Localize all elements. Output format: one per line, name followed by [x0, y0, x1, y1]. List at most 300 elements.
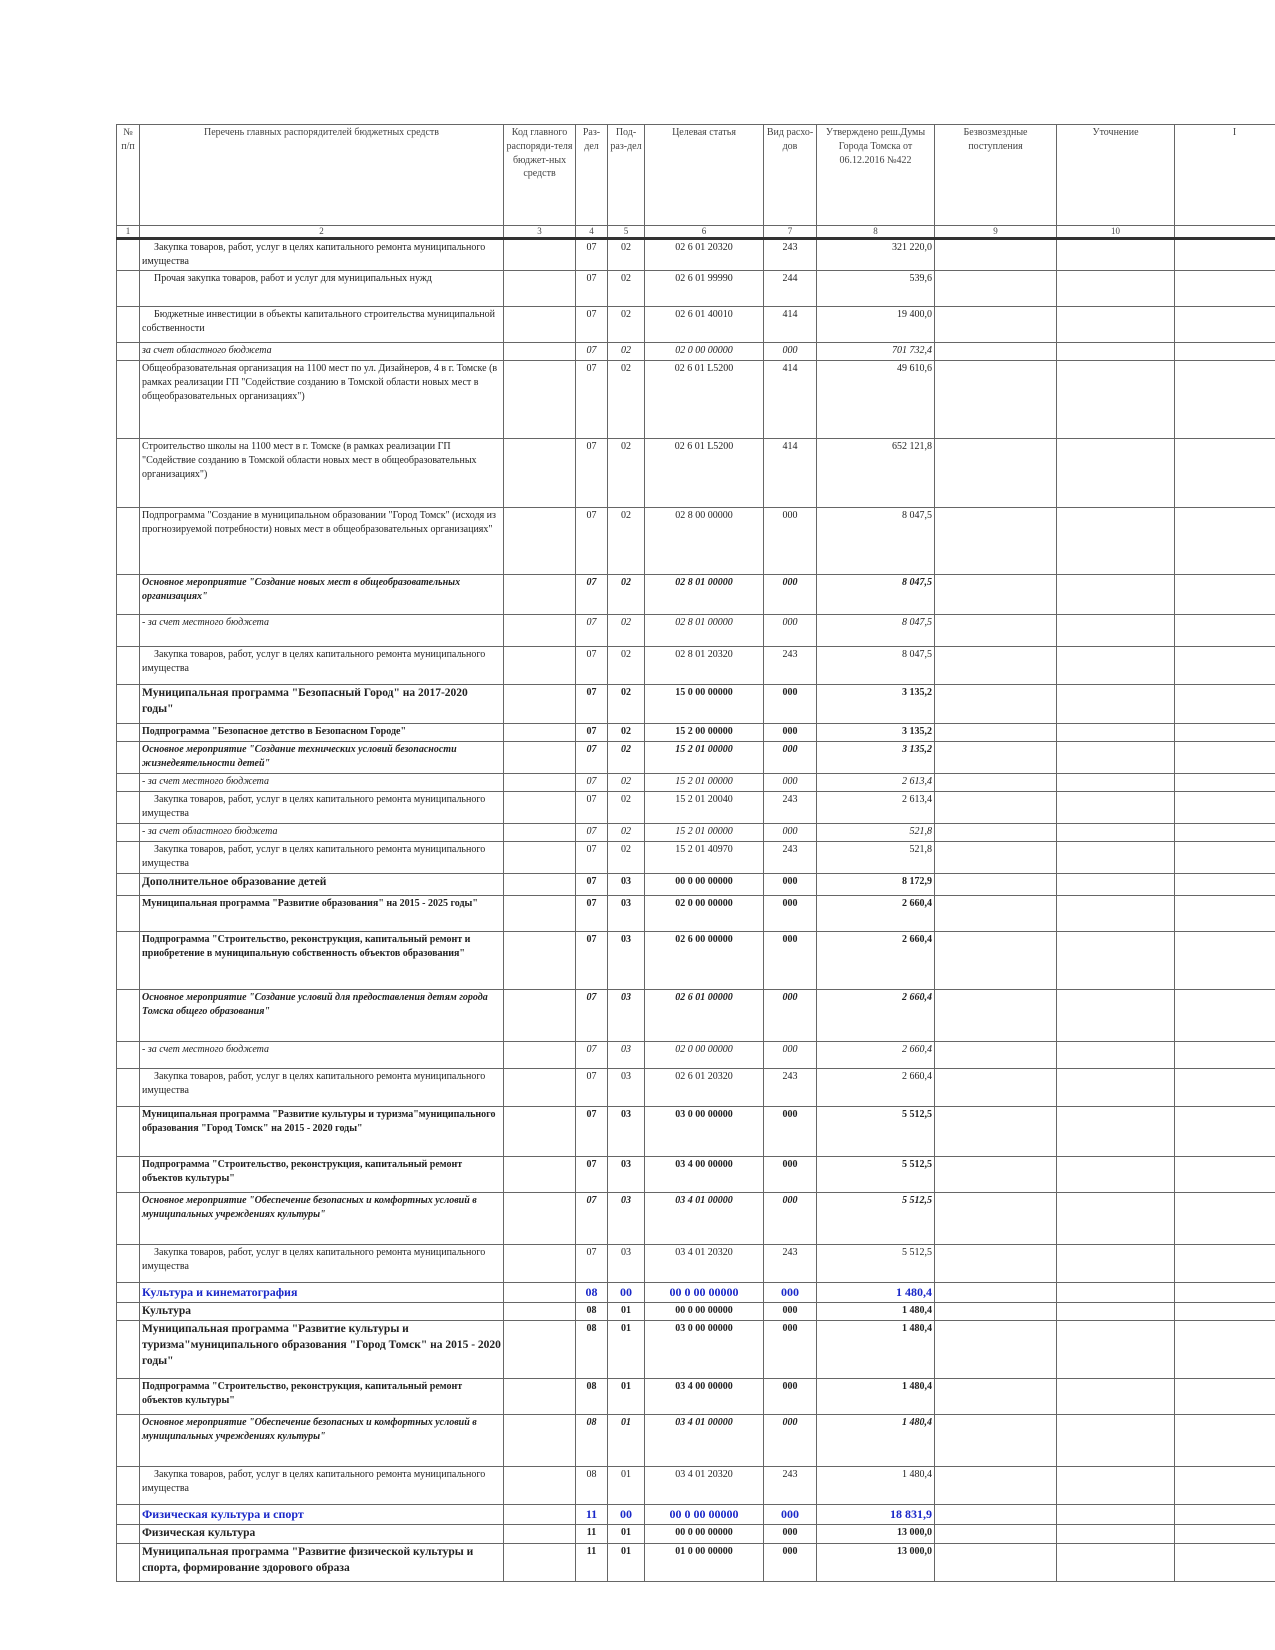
grants-cell — [935, 1321, 1057, 1379]
item-name-cell: Основное мероприятие "Создание технических условий безопасности жизнедеятельности детей" — [140, 742, 504, 774]
item-name-cell: - за счет областного бюджета — [140, 824, 504, 842]
extra-cell — [1175, 271, 1275, 307]
grants-cell — [935, 1415, 1057, 1467]
grants-cell — [935, 1042, 1057, 1069]
target-article-cell: 02 6 01 L5200 — [645, 439, 764, 508]
expense-type-cell: 000 — [764, 1193, 817, 1245]
target-article-cell: 15 2 01 00000 — [645, 742, 764, 774]
razdel-cell: 08 — [576, 1321, 608, 1379]
approved-amount-cell: 5 512,5 — [817, 1107, 935, 1157]
expense-type-cell: 243 — [764, 1069, 817, 1107]
expense-type-cell: 000 — [764, 685, 817, 724]
razdel-cell: 07 — [576, 990, 608, 1042]
table-row — [117, 615, 1275, 647]
gr-code-cell — [504, 1415, 576, 1467]
approved-amount-cell: 1 480,4 — [817, 1415, 935, 1467]
adjustment-cell — [1057, 685, 1175, 724]
approved-amount-cell: 539,6 — [817, 271, 935, 307]
razdel-cell: 07 — [576, 842, 608, 874]
adjustment-cell — [1057, 874, 1175, 896]
extra-cell — [1175, 647, 1275, 685]
extra-cell — [1175, 824, 1275, 842]
target-article-cell: 03 4 01 00000 — [645, 1193, 764, 1245]
expense-type-cell: 414 — [764, 307, 817, 343]
column-number: 1 — [117, 226, 140, 239]
podrazdel-cell: 01 — [608, 1321, 645, 1379]
expense-type-cell: 000 — [764, 896, 817, 932]
approved-amount-cell: 3 135,2 — [817, 742, 935, 774]
podrazdel-cell: 01 — [608, 1543, 645, 1581]
column-number — [1175, 226, 1275, 239]
row-number-cell — [117, 1193, 140, 1245]
gr-code-cell — [504, 874, 576, 896]
target-article-cell: 02 6 00 00000 — [645, 932, 764, 990]
adjustment-cell — [1057, 1283, 1175, 1303]
grants-cell — [935, 1379, 1057, 1415]
expense-type-cell: 000 — [764, 1157, 817, 1193]
table-row — [117, 1543, 1275, 1581]
item-name-cell: Общеобразовательная организация на 1100 мест по ул. Дизайнеров, 4 в г. Томске (в рамках реализации ГП "Содействие созданию в Томской области новых мест в общеобразовательных организациях") — [140, 361, 504, 439]
item-name-cell: Строительство школы на 1100 мест в г. Томске (в рамках реализации ГП "Содействие созданию в Томской области новых мест в общеобразовательных организациях") — [140, 439, 504, 508]
grants-cell — [935, 271, 1057, 307]
approved-amount-cell: 5 512,5 — [817, 1193, 935, 1245]
row-number-cell — [117, 685, 140, 724]
approved-amount-cell: 2 613,4 — [817, 792, 935, 824]
extra-cell — [1175, 1069, 1275, 1107]
adjustment-cell — [1057, 439, 1175, 508]
adjustment-cell — [1057, 361, 1175, 439]
expense-type-cell: 000 — [764, 1107, 817, 1157]
grants-cell — [935, 615, 1057, 647]
grants-cell — [935, 239, 1057, 271]
adjustment-cell — [1057, 575, 1175, 615]
row-number-cell — [117, 724, 140, 742]
target-article-cell: 15 2 01 40970 — [645, 842, 764, 874]
table-row — [117, 575, 1275, 615]
razdel-cell: 07 — [576, 774, 608, 792]
grants-cell — [935, 932, 1057, 990]
expense-type-cell: 243 — [764, 647, 817, 685]
row-number-cell — [117, 1069, 140, 1107]
table-row — [117, 1415, 1275, 1467]
grants-cell — [935, 824, 1057, 842]
extra-cell — [1175, 742, 1275, 774]
adjustment-cell — [1057, 1042, 1175, 1069]
approved-amount-cell: 18 831,9 — [817, 1505, 935, 1525]
extra-cell — [1175, 1193, 1275, 1245]
row-number-cell — [117, 792, 140, 824]
podrazdel-cell: 02 — [608, 271, 645, 307]
table-row — [117, 307, 1275, 343]
table-row — [117, 685, 1275, 724]
gr-code-cell — [504, 1321, 576, 1379]
extra-cell — [1175, 1107, 1275, 1157]
adjustment-cell — [1057, 508, 1175, 575]
podrazdel-cell: 03 — [608, 1042, 645, 1069]
adjustment-cell — [1057, 239, 1175, 271]
approved-amount-cell: 2 660,4 — [817, 1069, 935, 1107]
column-header: Код главного распоряди-теля бюджет-ных средств — [504, 125, 576, 226]
target-article-cell: 15 2 01 00000 — [645, 824, 764, 842]
grants-cell — [935, 575, 1057, 615]
extra-cell — [1175, 508, 1275, 575]
table-row — [117, 343, 1275, 361]
approved-amount-cell: 2 660,4 — [817, 932, 935, 990]
expense-type-cell: 000 — [764, 575, 817, 615]
column-header: Целевая статья — [645, 125, 764, 226]
extra-cell — [1175, 774, 1275, 792]
target-article-cell: 02 0 00 00000 — [645, 343, 764, 361]
expense-type-cell: 000 — [764, 1415, 817, 1467]
razdel-cell: 07 — [576, 239, 608, 271]
target-article-cell: 15 0 00 00000 — [645, 685, 764, 724]
approved-amount-cell: 652 121,8 — [817, 439, 935, 508]
gr-code-cell — [504, 1245, 576, 1283]
row-number-cell — [117, 361, 140, 439]
target-article-cell: 03 4 01 20320 — [645, 1245, 764, 1283]
podrazdel-cell: 02 — [608, 439, 645, 508]
approved-amount-cell: 1 480,4 — [817, 1467, 935, 1505]
gr-code-cell — [504, 1505, 576, 1525]
table-row — [117, 874, 1275, 896]
column-number: 8 — [817, 226, 935, 239]
podrazdel-cell: 02 — [608, 647, 645, 685]
item-name-cell: Муниципальная программа "Развитие физической культуры и спорта, формирование здорового образа — [140, 1543, 504, 1581]
target-article-cell: 03 4 01 20320 — [645, 1467, 764, 1505]
grants-cell — [935, 1107, 1057, 1157]
column-header: Перечень главных распорядителей бюджетных средств — [140, 125, 504, 226]
gr-code-cell — [504, 1302, 576, 1321]
gr-code-cell — [504, 742, 576, 774]
column-number: 6 — [645, 226, 764, 239]
target-article-cell: 03 4 00 00000 — [645, 1157, 764, 1193]
razdel-cell: 08 — [576, 1467, 608, 1505]
expense-type-cell: 000 — [764, 1321, 817, 1379]
gr-code-cell — [504, 1107, 576, 1157]
grants-cell — [935, 1302, 1057, 1321]
row-number-cell — [117, 1245, 140, 1283]
razdel-cell: 07 — [576, 1193, 608, 1245]
grants-cell — [935, 1157, 1057, 1193]
gr-code-cell — [504, 1379, 576, 1415]
row-number-cell — [117, 774, 140, 792]
razdel-cell: 08 — [576, 1283, 608, 1303]
approved-amount-cell: 5 512,5 — [817, 1157, 935, 1193]
gr-code-cell — [504, 842, 576, 874]
row-number-cell — [117, 1543, 140, 1581]
gr-code-cell — [504, 1157, 576, 1193]
razdel-cell: 07 — [576, 1069, 608, 1107]
item-name-cell: Подпрограмма "Создание в муниципальном образовании "Город Томск" (исходя из прогнозируемой потребности) новых мест в общеобразовательных организациях" — [140, 508, 504, 575]
approved-amount-cell: 521,8 — [817, 842, 935, 874]
razdel-cell: 07 — [576, 1042, 608, 1069]
row-number-cell — [117, 1302, 140, 1321]
extra-cell — [1175, 792, 1275, 824]
gr-code-cell — [504, 1524, 576, 1543]
razdel-cell: 11 — [576, 1543, 608, 1581]
razdel-cell: 07 — [576, 896, 608, 932]
extra-cell — [1175, 439, 1275, 508]
item-name-cell: - за счет местного бюджета — [140, 774, 504, 792]
approved-amount-cell: 8 172,9 — [817, 874, 935, 896]
podrazdel-cell: 03 — [608, 1157, 645, 1193]
podrazdel-cell: 02 — [608, 615, 645, 647]
gr-code-cell — [504, 343, 576, 361]
gr-code-cell — [504, 508, 576, 575]
row-number-cell — [117, 615, 140, 647]
adjustment-cell — [1057, 1524, 1175, 1543]
adjustment-cell — [1057, 1107, 1175, 1157]
grants-cell — [935, 1543, 1057, 1581]
podrazdel-cell: 00 — [608, 1505, 645, 1525]
adjustment-cell — [1057, 1505, 1175, 1525]
target-article-cell: 00 0 00 00000 — [645, 1302, 764, 1321]
approved-amount-cell: 2 660,4 — [817, 1042, 935, 1069]
extra-cell — [1175, 575, 1275, 615]
gr-code-cell — [504, 1042, 576, 1069]
expense-type-cell: 243 — [764, 1245, 817, 1283]
adjustment-cell — [1057, 1467, 1175, 1505]
row-number-cell — [117, 1524, 140, 1543]
table-row — [117, 774, 1275, 792]
extra-cell — [1175, 1157, 1275, 1193]
expense-type-cell: 243 — [764, 1467, 817, 1505]
table-row — [117, 1245, 1275, 1283]
grants-cell — [935, 774, 1057, 792]
adjustment-cell — [1057, 724, 1175, 742]
extra-cell — [1175, 1543, 1275, 1581]
target-article-cell: 02 6 01 L5200 — [645, 361, 764, 439]
table-row — [117, 724, 1275, 742]
item-name-cell: Культура — [140, 1302, 504, 1321]
table-row — [117, 792, 1275, 824]
table-row — [117, 1069, 1275, 1107]
target-article-cell: 01 0 00 00000 — [645, 1543, 764, 1581]
approved-amount-cell: 5 512,5 — [817, 1245, 935, 1283]
expense-type-cell: 000 — [764, 990, 817, 1042]
item-name-cell: Подпрограмма "Строительство, реконструкция, капитальный ремонт объектов культуры" — [140, 1157, 504, 1193]
grants-cell — [935, 742, 1057, 774]
item-name-cell: Закупка товаров, работ, услуг в целях капитального ремонта муниципального имущества — [140, 1069, 504, 1107]
target-article-cell: 02 0 00 00000 — [645, 1042, 764, 1069]
adjustment-cell — [1057, 990, 1175, 1042]
expense-type-cell: 000 — [764, 1283, 817, 1303]
target-article-cell: 03 4 00 00000 — [645, 1379, 764, 1415]
grants-cell — [935, 647, 1057, 685]
row-number-cell — [117, 239, 140, 271]
adjustment-cell — [1057, 774, 1175, 792]
approved-amount-cell: 2 613,4 — [817, 774, 935, 792]
razdel-cell: 07 — [576, 874, 608, 896]
column-header: № п/п — [117, 125, 140, 226]
target-article-cell: 02 8 00 00000 — [645, 508, 764, 575]
approved-amount-cell: 2 660,4 — [817, 896, 935, 932]
extra-cell — [1175, 724, 1275, 742]
column-number: 3 — [504, 226, 576, 239]
podrazdel-cell: 02 — [608, 774, 645, 792]
row-number-cell — [117, 271, 140, 307]
podrazdel-cell: 00 — [608, 1283, 645, 1303]
table-row — [117, 1524, 1275, 1543]
podrazdel-cell: 03 — [608, 1069, 645, 1107]
row-number-cell — [117, 1157, 140, 1193]
expense-type-cell: 000 — [764, 824, 817, 842]
gr-code-cell — [504, 307, 576, 343]
podrazdel-cell: 03 — [608, 1193, 645, 1245]
item-name-cell: Подпрограмма "Безопасное детство в Безопасном Городе" — [140, 724, 504, 742]
adjustment-cell — [1057, 824, 1175, 842]
column-header: Безвозмездные поступления — [935, 125, 1057, 226]
podrazdel-cell: 02 — [608, 724, 645, 742]
item-name-cell: Дополнительное образование детей — [140, 874, 504, 896]
podrazdel-cell: 03 — [608, 990, 645, 1042]
item-name-cell: Прочая закупка товаров, работ и услуг для муниципальных нужд — [140, 271, 504, 307]
expense-type-cell: 000 — [764, 774, 817, 792]
podrazdel-cell: 03 — [608, 1245, 645, 1283]
table-row — [117, 842, 1275, 874]
gr-code-cell — [504, 896, 576, 932]
expense-type-cell: 243 — [764, 239, 817, 271]
grants-cell — [935, 307, 1057, 343]
approved-amount-cell: 1 480,4 — [817, 1283, 935, 1303]
adjustment-cell — [1057, 1069, 1175, 1107]
expense-type-cell: 414 — [764, 361, 817, 439]
column-number: 7 — [764, 226, 817, 239]
razdel-cell: 07 — [576, 1157, 608, 1193]
table-row — [117, 1193, 1275, 1245]
extra-cell — [1175, 343, 1275, 361]
grants-cell — [935, 792, 1057, 824]
column-header: Раз-дел — [576, 125, 608, 226]
target-article-cell: 02 0 00 00000 — [645, 896, 764, 932]
item-name-cell: Муниципальная программа "Развитие культуры и туризма"муниципального образования "Город Томск" на 2015 - 2020 годы" — [140, 1321, 504, 1379]
approved-amount-cell: 8 047,5 — [817, 615, 935, 647]
column-header: Утверждено реш.Думы Города Томска от 06.12.2016 №422 — [817, 125, 935, 226]
target-article-cell: 02 6 01 99990 — [645, 271, 764, 307]
row-number-cell — [117, 824, 140, 842]
adjustment-cell — [1057, 307, 1175, 343]
item-name-cell: Закупка товаров, работ, услуг в целях капитального ремонта муниципального имущества — [140, 647, 504, 685]
approved-amount-cell: 3 135,2 — [817, 724, 935, 742]
extra-cell — [1175, 1379, 1275, 1415]
adjustment-cell — [1057, 1245, 1175, 1283]
expense-type-cell: 000 — [764, 1505, 817, 1525]
extra-cell — [1175, 842, 1275, 874]
approved-amount-cell: 1 480,4 — [817, 1321, 935, 1379]
row-number-cell — [117, 508, 140, 575]
target-article-cell: 03 0 00 00000 — [645, 1107, 764, 1157]
approved-amount-cell: 701 732,4 — [817, 343, 935, 361]
table-row — [117, 896, 1275, 932]
adjustment-cell — [1057, 615, 1175, 647]
razdel-cell: 07 — [576, 932, 608, 990]
podrazdel-cell: 03 — [608, 874, 645, 896]
table-row — [117, 1505, 1275, 1525]
gr-code-cell — [504, 774, 576, 792]
gr-code-cell — [504, 1543, 576, 1581]
table-row — [117, 647, 1275, 685]
target-article-cell: 02 8 01 20320 — [645, 647, 764, 685]
target-article-cell: 03 0 00 00000 — [645, 1321, 764, 1379]
approved-amount-cell: 13 000,0 — [817, 1524, 935, 1543]
razdel-cell: 07 — [576, 1245, 608, 1283]
row-number-cell — [117, 990, 140, 1042]
extra-cell — [1175, 1321, 1275, 1379]
table-row — [117, 239, 1275, 271]
approved-amount-cell: 2 660,4 — [817, 990, 935, 1042]
row-number-cell — [117, 1379, 140, 1415]
expense-type-cell: 000 — [764, 1379, 817, 1415]
extra-cell — [1175, 1524, 1275, 1543]
target-article-cell: 02 6 01 00000 — [645, 990, 764, 1042]
podrazdel-cell: 02 — [608, 239, 645, 271]
gr-code-cell — [504, 1283, 576, 1303]
extra-cell — [1175, 1042, 1275, 1069]
approved-amount-cell: 19 400,0 — [817, 307, 935, 343]
expense-type-cell: 243 — [764, 842, 817, 874]
target-article-cell: 02 6 01 40010 — [645, 307, 764, 343]
adjustment-cell — [1057, 343, 1175, 361]
target-article-cell: 15 2 01 20040 — [645, 792, 764, 824]
extra-cell — [1175, 1283, 1275, 1303]
extra-cell — [1175, 307, 1275, 343]
item-name-cell: Основное мероприятие "Создание новых мест в общеобразовательных организациях" — [140, 575, 504, 615]
podrazdel-cell: 02 — [608, 824, 645, 842]
razdel-cell: 07 — [576, 361, 608, 439]
item-name-cell: Муниципальная программа "Развитие культуры и туризма"муниципального образования "Город Томск" на 2015 - 2020 годы" — [140, 1107, 504, 1157]
grants-cell — [935, 874, 1057, 896]
target-article-cell: 02 8 01 00000 — [645, 615, 764, 647]
extra-cell — [1175, 239, 1275, 271]
column-header: Вид расхо-дов — [764, 125, 817, 226]
podrazdel-cell: 03 — [608, 932, 645, 990]
target-article-cell: 03 4 01 00000 — [645, 1415, 764, 1467]
row-number-cell — [117, 1505, 140, 1525]
extra-cell — [1175, 1415, 1275, 1467]
grants-cell — [935, 508, 1057, 575]
column-header: Уточнение — [1057, 125, 1175, 226]
table-row — [117, 508, 1275, 575]
razdel-cell: 07 — [576, 685, 608, 724]
adjustment-cell — [1057, 896, 1175, 932]
grants-cell — [935, 896, 1057, 932]
target-article-cell: 00 0 00 00000 — [645, 874, 764, 896]
row-number-cell — [117, 932, 140, 990]
gr-code-cell — [504, 990, 576, 1042]
razdel-cell: 07 — [576, 343, 608, 361]
razdel-cell: 07 — [576, 615, 608, 647]
adjustment-cell — [1057, 1543, 1175, 1581]
table-row — [117, 1321, 1275, 1379]
row-number-cell — [117, 874, 140, 896]
expense-type-cell: 414 — [764, 439, 817, 508]
adjustment-cell — [1057, 842, 1175, 874]
approved-amount-cell: 8 047,5 — [817, 575, 935, 615]
grants-cell — [935, 1524, 1057, 1543]
gr-code-cell — [504, 824, 576, 842]
gr-code-cell — [504, 724, 576, 742]
expense-type-cell: 243 — [764, 792, 817, 824]
approved-amount-cell: 521,8 — [817, 824, 935, 842]
table-body — [117, 239, 1275, 1582]
podrazdel-cell: 02 — [608, 742, 645, 774]
grants-cell — [935, 1193, 1057, 1245]
item-name-cell: Подпрограмма "Строительство, реконструкция, капитальный ремонт объектов культуры" — [140, 1379, 504, 1415]
podrazdel-cell: 02 — [608, 575, 645, 615]
podrazdel-cell: 01 — [608, 1302, 645, 1321]
item-name-cell: Подпрограмма "Строительство, реконструкция, капитальный ремонт и приобретение в муниципальную собственность объектов образования" — [140, 932, 504, 990]
gr-code-cell — [504, 792, 576, 824]
